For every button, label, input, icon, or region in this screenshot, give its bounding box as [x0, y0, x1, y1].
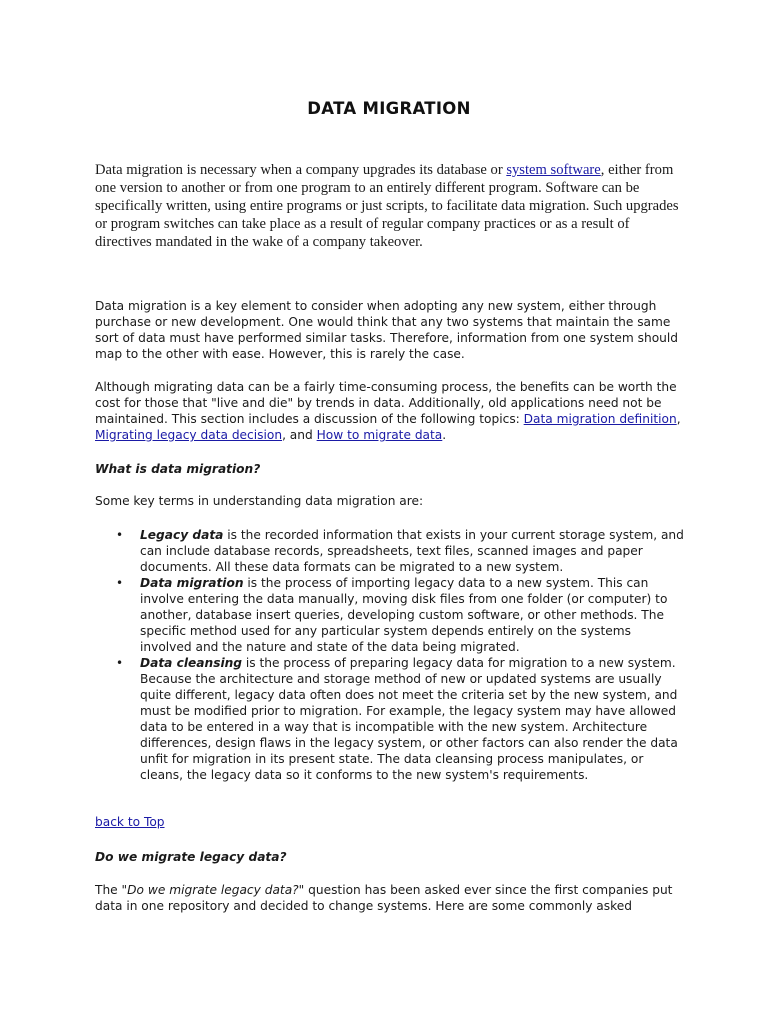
- separator: ,: [676, 412, 681, 426]
- question-italic: Do we migrate legacy data?: [127, 883, 299, 897]
- migrating-legacy-data-decision-link[interactable]: Migrating legacy data decision: [95, 428, 283, 442]
- paragraph-benefits-text: Although migrating data can be a fairly time-consuming process, the benefits can be worth the cost for those that "live and die" by trends in data. Additionally, old applications need not be maintained. This section includes a discussion of the following topics:: [95, 380, 677, 426]
- how-to-migrate-data-link[interactable]: How to migrate data: [316, 428, 443, 442]
- intro-paragraph: [95, 161, 685, 251]
- term-description: is the process of preparing legacy data for migration to a new system. Because the architecture and storage method of new or updated systems are usually quite different, legacy data often does not meet the criteria set by the new system, and must be modified prior to migration. For example, the legacy system may have allowed data to be entered in a way that is incompatible with the new system. Architecture differences, design flaws in the legacy system, or other factors can also render the data unfit for migration in its present state. The data cleansing process manipulates, or cleans, the legacy data so it conforms to the new system's requirements.: [140, 656, 678, 782]
- heading-what-is-data-migration: What is data migration?: [95, 462, 261, 476]
- bullet-icon: •: [116, 656, 124, 670]
- term-label: Data migration: [140, 576, 244, 590]
- back-to-top-link[interactable]: back to Top: [95, 815, 165, 829]
- document-title: DATA MIGRATION: [307, 99, 471, 118]
- heading-do-we-migrate: Do we migrate legacy data?: [95, 850, 287, 864]
- bullet-icon: •: [116, 576, 124, 590]
- paragraph-migrate-text: " question has been asked ever since the first companies put data in one repository and decided to change systems. Here are some commonly asked: [95, 883, 673, 913]
- paragraph-migrate-question: [95, 882, 685, 914]
- period: .: [442, 428, 447, 442]
- data-migration-definition-link[interactable]: Data migration definition: [523, 412, 677, 426]
- intro-text-start: Data migration is necessary when a company upgrades its database or: [95, 162, 507, 178]
- key-terms-list: [95, 527, 685, 783]
- list-item-data-migration: [95, 575, 685, 655]
- bullet-icon: •: [116, 528, 124, 542]
- list-item-data-cleansing: [95, 655, 685, 783]
- term-label: Legacy data: [140, 528, 224, 542]
- back-to-top-row: [95, 814, 685, 830]
- paragraph-benefits: [95, 379, 685, 443]
- system-software-link[interactable]: system software: [506, 162, 601, 178]
- term-label: Data cleansing: [140, 656, 243, 670]
- term-description: is the process of importing legacy data to a new system. This can involve entering the data manually, moving disk files from one folder (or computer) to another, database insert queries, developing custom software, or other methods. The specific method used for any particular system depends entirely on the systems involved and the nature and state of the data being migrated.: [140, 576, 668, 654]
- key-terms-intro: Some key terms in understanding data migration are:: [95, 494, 424, 508]
- separator: , and: [282, 428, 317, 442]
- intro-text-end: , either from one version to another or from one program to an entirely different program. Software can be specifically written, using entire programs or just scripts, to facilitate data migration. Such upgrades or program switches can take place as a result of regular company practices or as a result of directives mandated in the wake of a company takeover.: [95, 162, 679, 250]
- list-item-legacy-data: [95, 527, 685, 575]
- quote-open: The ": [95, 883, 128, 897]
- paragraph-key-element: Data migration is a key element to consider when adopting any new system, either through purchase or new development. One would think that any two systems that maintain the same sort of data must have performed similar tasks. Therefore, information from one system should map to the other with ease. However, this is rarely the case.: [95, 299, 679, 361]
- term-description: is the recorded information that exists in your current storage system, and can include database records, spreadsheets, text files, scanned images and paper documents. All these data formats can be migrated to a new system.: [140, 528, 684, 574]
